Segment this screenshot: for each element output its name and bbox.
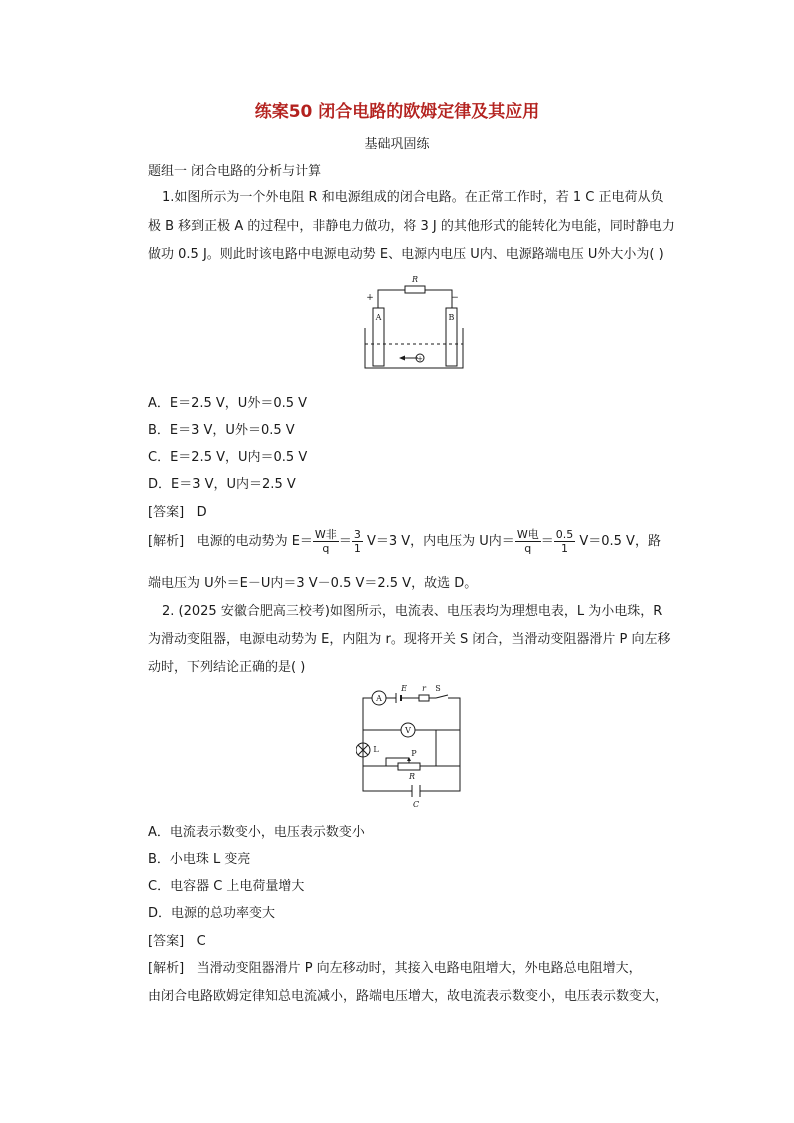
q1-option-a: A．E＝2.5 V，U外＝0.5 V: [148, 396, 308, 411]
q1-answer: [148, 501, 207, 520]
q1-fraction-3-1: [352, 528, 363, 555]
q2-line-1: 2. (2025 安徽合肥高三校考)如图所示，电流表、电压表均为理想电表，L 为小电珠，R: [162, 604, 663, 619]
q2-fig-ammeter: A: [376, 694, 382, 703]
group-heading: 题组一 闭合电路的分析与计算: [148, 164, 322, 179]
q1-line-2: 极 B 移到正极 A 的过程中，非静电力做功，将 3 J 的其他形式的能转化为电能，同时静电力: [148, 219, 675, 234]
q2-analysis-line-2: 由闭合电路欧姆定律知总电流减小，路端电压增大，故电流表示数变小，电压表示数变大，: [148, 989, 669, 1004]
q1-fig-label-A: A: [375, 313, 382, 322]
q1-equals-2: ＝: [540, 534, 554, 549]
q1-line-1: 1.如图所示为一个外电阻 R 和电源组成的闭合电路。在正常工作时，若 1 C 正电荷从负: [162, 190, 664, 205]
q2-answer: [148, 930, 206, 949]
q1-fig-charge: +: [417, 355, 423, 363]
q1-fraction-05-1: [554, 528, 576, 555]
q2-line-2: 为滑动变阻器，电源电动势为 E，内阻为 r。现将开关 S 闭合，当滑动变阻器滑片 P 向左移: [148, 632, 671, 647]
q2-fig-label-P: P: [411, 749, 417, 758]
q1-fraction-3-1-num: 3: [353, 528, 361, 541]
q1-fraction-internal-den: q: [524, 542, 532, 555]
q1-fig-label-B: B: [448, 313, 455, 322]
q1-analysis-line-2: 端电压为 U外＝E－U内＝3 V－0.5 V＝2.5 V，故选 D。: [148, 576, 478, 591]
q2-answer-label: [答案]: [148, 934, 185, 949]
page-title: 练案50 闭合电路的欧姆定律及其应用: [254, 102, 540, 122]
q2-fig-label-r: r: [422, 684, 426, 693]
q2-fig-voltmeter: V: [405, 726, 411, 735]
q2-analysis-text-1: 当滑动变阻器滑片 P 向左移动时，其接入电路电阻增大，外电路总电阻增大，: [196, 961, 642, 976]
q2-option-c: C．电容器 C 上电荷量增大: [148, 879, 305, 894]
q1-analysis-text-c: V＝0.5 V，路: [575, 534, 661, 549]
q2-analysis-label: [解析]: [148, 961, 185, 976]
q1-fig-minus: −: [451, 293, 459, 303]
q2-fig-label-L: L: [373, 745, 379, 754]
q1-answer-value: D: [196, 505, 207, 520]
q1-fig-plus: +: [366, 293, 374, 303]
q2-option-a: A．电流表示数变小，电压表示数变小: [148, 825, 365, 840]
q1-analysis-label: [解析]: [148, 534, 185, 549]
q1-option-d: D．E＝3 V，U内＝2.5 V: [148, 477, 296, 492]
q1-equals-1: ＝: [338, 534, 352, 549]
q1-analysis-line-1: [148, 527, 661, 557]
q2-analysis-line-1: [148, 957, 642, 976]
q2-fig-label-S: S: [435, 684, 441, 693]
q1-answer-label: [答案]: [148, 505, 185, 520]
q2-answer-value: C: [196, 934, 206, 949]
q1-fraction-05-1-num: 0.5: [555, 528, 574, 541]
q1-line-3: 做功 0.5 J。则此时该电路中电源电动势 E、电源内电压 U内、电源路端电压 U外大小为( ): [148, 247, 664, 262]
q1-fraction-05-1-den: 1: [560, 542, 568, 555]
q1-fraction-emf-den: q: [322, 542, 330, 555]
q1-fraction-3-1-den: 1: [353, 542, 361, 555]
q1-fraction-emf: [313, 528, 339, 555]
q2-fig-label-R: R: [408, 772, 416, 781]
q1-fraction-internal-num: W电: [516, 528, 539, 541]
q2-line-3: 动时，下列结论正确的是( ): [148, 660, 306, 675]
q1-circuit-figure: [360, 268, 470, 380]
section-subtitle: 基础巩固练: [364, 137, 430, 152]
q1-analysis-text-a: 电源的电动势为 E＝: [196, 534, 313, 549]
q2-option-d: D．电源的总功率变大: [148, 906, 276, 921]
q1-fraction-internal: [515, 528, 541, 555]
q1-analysis-text-b: V＝3 V，内电压为 U内＝: [362, 534, 515, 549]
q1-option-b: B．E＝3 V，U外＝0.5 V: [148, 423, 295, 438]
q2-fig-label-E: E: [401, 684, 407, 693]
q1-fig-label-R: R: [411, 275, 419, 284]
q2-option-b: B．小电珠 L 变亮: [148, 852, 251, 867]
q1-fraction-emf-num: W非: [314, 528, 337, 541]
q2-circuit-figure: [356, 684, 466, 809]
q1-option-c: C．E＝2.5 V，U内＝0.5 V: [148, 450, 308, 465]
q2-fig-label-C: C: [412, 800, 420, 809]
